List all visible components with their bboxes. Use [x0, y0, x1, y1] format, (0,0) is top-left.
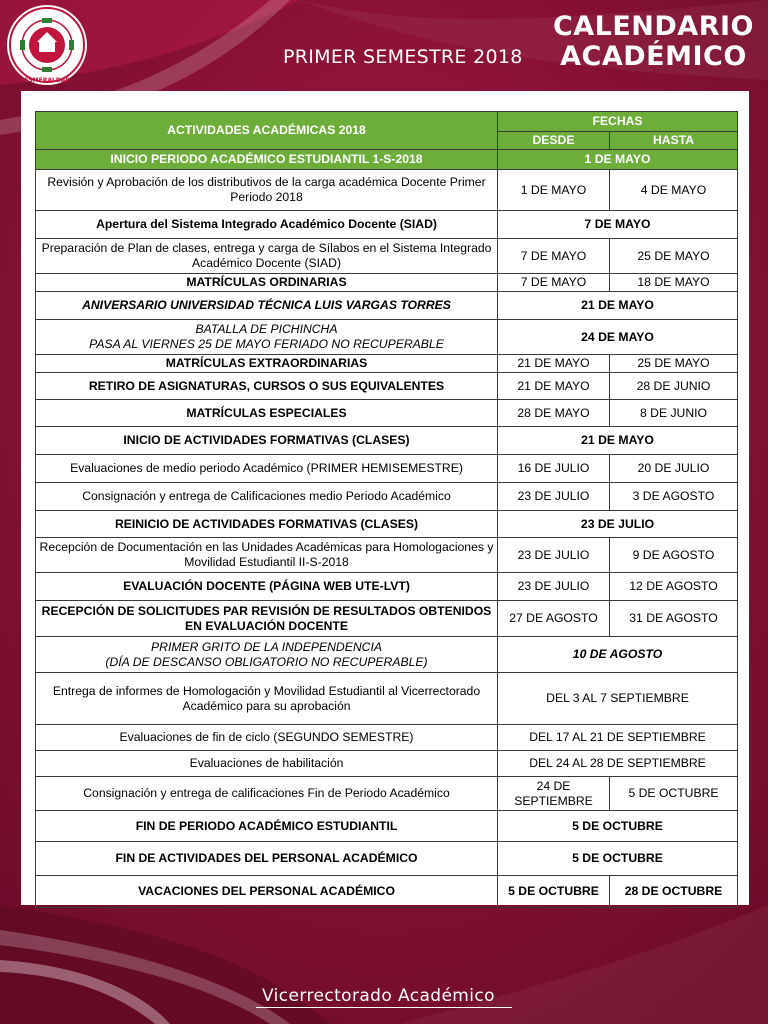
- table-row: [36, 355, 738, 373]
- date-cell: DEL 3 AL 7 SEPTIEMBRE: [498, 673, 738, 725]
- from-cell: 23 DE JULIO: [498, 573, 610, 601]
- header-from: DESDE: [498, 132, 610, 150]
- title-line-2: ACADÉMICO: [560, 41, 747, 72]
- table-row: [36, 573, 738, 601]
- table-row: [36, 538, 738, 573]
- activity-cell: MATRÍCULAS ORDINARIAS: [36, 274, 498, 292]
- activity-note: PASA AL VIERNES 25 DE MAYO FERIADO NO RECUPERABLE: [89, 337, 444, 351]
- date-cell: 23 DE JULIO: [498, 511, 738, 538]
- date-cell: 10 DE AGOSTO: [498, 637, 738, 673]
- table-row: [36, 751, 738, 777]
- activity-cell: INICIO PERIODO ACADÉMICO ESTUDIANTIL 1-S-2018: [36, 150, 498, 170]
- table-row: [36, 725, 738, 751]
- header-dates: FECHAS: [498, 112, 738, 132]
- table-row: [36, 811, 738, 842]
- activity-cell: Entrega de informes de Homologación y Movilidad Estudiantil al Vicerrectorado Académico para su aprobación: [36, 673, 498, 725]
- header-to: HASTA: [610, 132, 738, 150]
- activity-cell: REINICIO DE ACTIVIDADES FORMATIVAS (CLASES): [36, 511, 498, 538]
- to-cell: 25 DE MAYO: [610, 355, 738, 373]
- activity-cell: Evaluaciones de habilitación: [36, 751, 498, 777]
- table-row: [36, 876, 738, 908]
- to-cell: 18 DE MAYO: [610, 274, 738, 292]
- table-row: [36, 673, 738, 725]
- from-line-2: SEPTIEMBRE: [514, 793, 593, 808]
- activity-cell: Preparación de Plan de clases, entrega y carga de Sílabos en el Sistema Integrado Académico Docente (SIAD): [36, 239, 498, 274]
- activity-cell: VACACIONES DEL PERSONAL ACADÉMICO: [36, 876, 498, 908]
- from-cell: 7 DE MAYO: [498, 274, 610, 292]
- activity-cell: MATRÍCULAS EXTRAORDINARIAS: [36, 355, 498, 373]
- activity-cell: ANIVERSARIO UNIVERSIDAD TÉCNICA LUIS VARGAS TORRES: [36, 292, 498, 320]
- title-line-1: CALENDARIO: [552, 11, 754, 42]
- activity-title: BATALLA DE PICHINCHA: [195, 322, 338, 336]
- table-row: [36, 320, 738, 355]
- activity-cell: Apertura del Sistema Integrado Académico Docente (SIAD): [36, 211, 498, 239]
- activity-cell: Revisión y Aprobación de los distributivos de la carga académica Docente Primer Periodo 2018: [36, 170, 498, 211]
- svg-text:ESMERALDAS: ESMERALDAS: [24, 77, 70, 84]
- header-activities: ACTIVIDADES ACADÉMICAS 2018: [36, 112, 498, 150]
- activity-cell: RETIRO DE ASIGNATURAS, CURSOS O SUS EQUIVALENTES: [36, 373, 498, 400]
- semester-subtitle: PRIMER SEMESTRE 2018: [283, 46, 523, 68]
- to-cell: 3 DE AGOSTO: [610, 483, 738, 511]
- from-cell: 21 DE MAYO: [498, 373, 610, 400]
- date-cell: 24 DE MAYO: [498, 320, 738, 355]
- footer-underline: [256, 1007, 512, 1008]
- activity-cell: INICIO DE ACTIVIDADES FORMATIVAS (CLASES): [36, 427, 498, 455]
- from-cell: 5 DE OCTUBRE: [498, 876, 610, 908]
- from-cell: 27 DE AGOSTO: [498, 601, 610, 637]
- table-row: [36, 511, 738, 538]
- activity-cell: MATRÍCULAS ESPECIALES: [36, 400, 498, 427]
- activity-cell: [36, 637, 498, 673]
- from-cell: 28 DE MAYO: [498, 400, 610, 427]
- date-cell: 7 DE MAYO: [498, 211, 738, 239]
- date-cell: DEL 17 AL 21 DE SEPTIEMBRE: [498, 725, 738, 751]
- to-cell: 20 DE JULIO: [610, 455, 738, 483]
- from-cell: 21 DE MAYO: [498, 355, 610, 373]
- table-row: [36, 239, 738, 274]
- activity-cell: Evaluaciones de fin de ciclo (SEGUNDO SEMESTRE): [36, 725, 498, 751]
- table-row: [36, 373, 738, 400]
- to-cell: 28 DE OCTUBRE: [610, 876, 738, 908]
- table-row: [36, 150, 738, 170]
- to-cell: 8 DE JUNIO: [610, 400, 738, 427]
- date-cell: 5 DE OCTUBRE: [498, 811, 738, 842]
- date-cell: 1 DE MAYO: [498, 150, 738, 170]
- table-row: [36, 601, 738, 637]
- to-cell: 12 DE AGOSTO: [610, 573, 738, 601]
- from-cell: 1 DE MAYO: [498, 170, 610, 211]
- table-row: [36, 427, 738, 455]
- table-row: [36, 274, 738, 292]
- activity-cell: FIN DE ACTIVIDADES DEL PERSONAL ACADÉMICO: [36, 842, 498, 876]
- to-cell: 9 DE AGOSTO: [610, 538, 738, 573]
- table-row: [36, 211, 738, 239]
- to-cell: 5 DE OCTUBRE: [610, 777, 738, 811]
- activity-note: (DÍA DE DESCANSO OBLIGATORIO NO RECUPERABLE): [105, 654, 428, 669]
- from-cell: 7 DE MAYO: [498, 239, 610, 274]
- university-seal-logo: [6, 4, 88, 86]
- from-line-1: 24 DE: [536, 778, 571, 793]
- date-cell: 5 DE OCTUBRE: [498, 842, 738, 876]
- activity-cell: Consignación y entrega de calificaciones Fin de Periodo Académico: [36, 777, 498, 811]
- activity-title: PRIMER GRITO DE LA INDEPENDENCIA: [151, 639, 382, 654]
- to-cell: 31 DE AGOSTO: [610, 601, 738, 637]
- table-row: [36, 170, 738, 211]
- activity-cell: Recepción de Documentación en las Unidades Académicas para Homologaciones y Movilidad Estudiantil II-S-2018: [36, 538, 498, 573]
- activity-cell: RECEPCIÓN DE SOLICITUDES PAR REVISIÓN DE RESULTADOS OBTENIDOS EN EVALUACIÓN DOCENTE: [36, 601, 498, 637]
- table-row: [36, 455, 738, 483]
- table-row: [36, 292, 738, 320]
- from-cell: 23 DE JULIO: [498, 483, 610, 511]
- activity-cell: [36, 320, 498, 355]
- from-cell: 16 DE JULIO: [498, 455, 610, 483]
- table-header-row: [36, 112, 738, 132]
- date-cell: 21 DE MAYO: [498, 292, 738, 320]
- to-cell: 4 DE MAYO: [610, 170, 738, 211]
- academic-calendar-table: [35, 111, 738, 908]
- table-row: [36, 777, 738, 811]
- to-cell: 25 DE MAYO: [610, 239, 738, 274]
- activity-cell: Consignación y entrega de Calificaciones medio Periodo Académico: [36, 483, 498, 511]
- activity-cell: FIN DE PERIODO ACADÉMICO ESTUDIANTIL: [36, 811, 498, 842]
- to-cell: 28 DE JUNIO: [610, 373, 738, 400]
- date-cell: 21 DE MAYO: [498, 427, 738, 455]
- date-cell: DEL 24 AL 28 DE SEPTIEMBRE: [498, 751, 738, 777]
- table-row: [36, 637, 738, 673]
- table-row: [36, 483, 738, 511]
- page-title: [553, 12, 754, 72]
- from-cell: 23 DE JULIO: [498, 538, 610, 573]
- activity-cell: Evaluaciones de medio periodo Académico (PRIMER HEMISEMESTRE): [36, 455, 498, 483]
- from-cell: [498, 777, 610, 811]
- table-row: [36, 400, 738, 427]
- table-row: [36, 842, 738, 876]
- footer-vicerrectorado: Vicerrectorado Académico: [262, 986, 495, 1006]
- activity-cell: EVALUACIÓN DOCENTE (PÁGINA WEB UTE-LVT): [36, 573, 498, 601]
